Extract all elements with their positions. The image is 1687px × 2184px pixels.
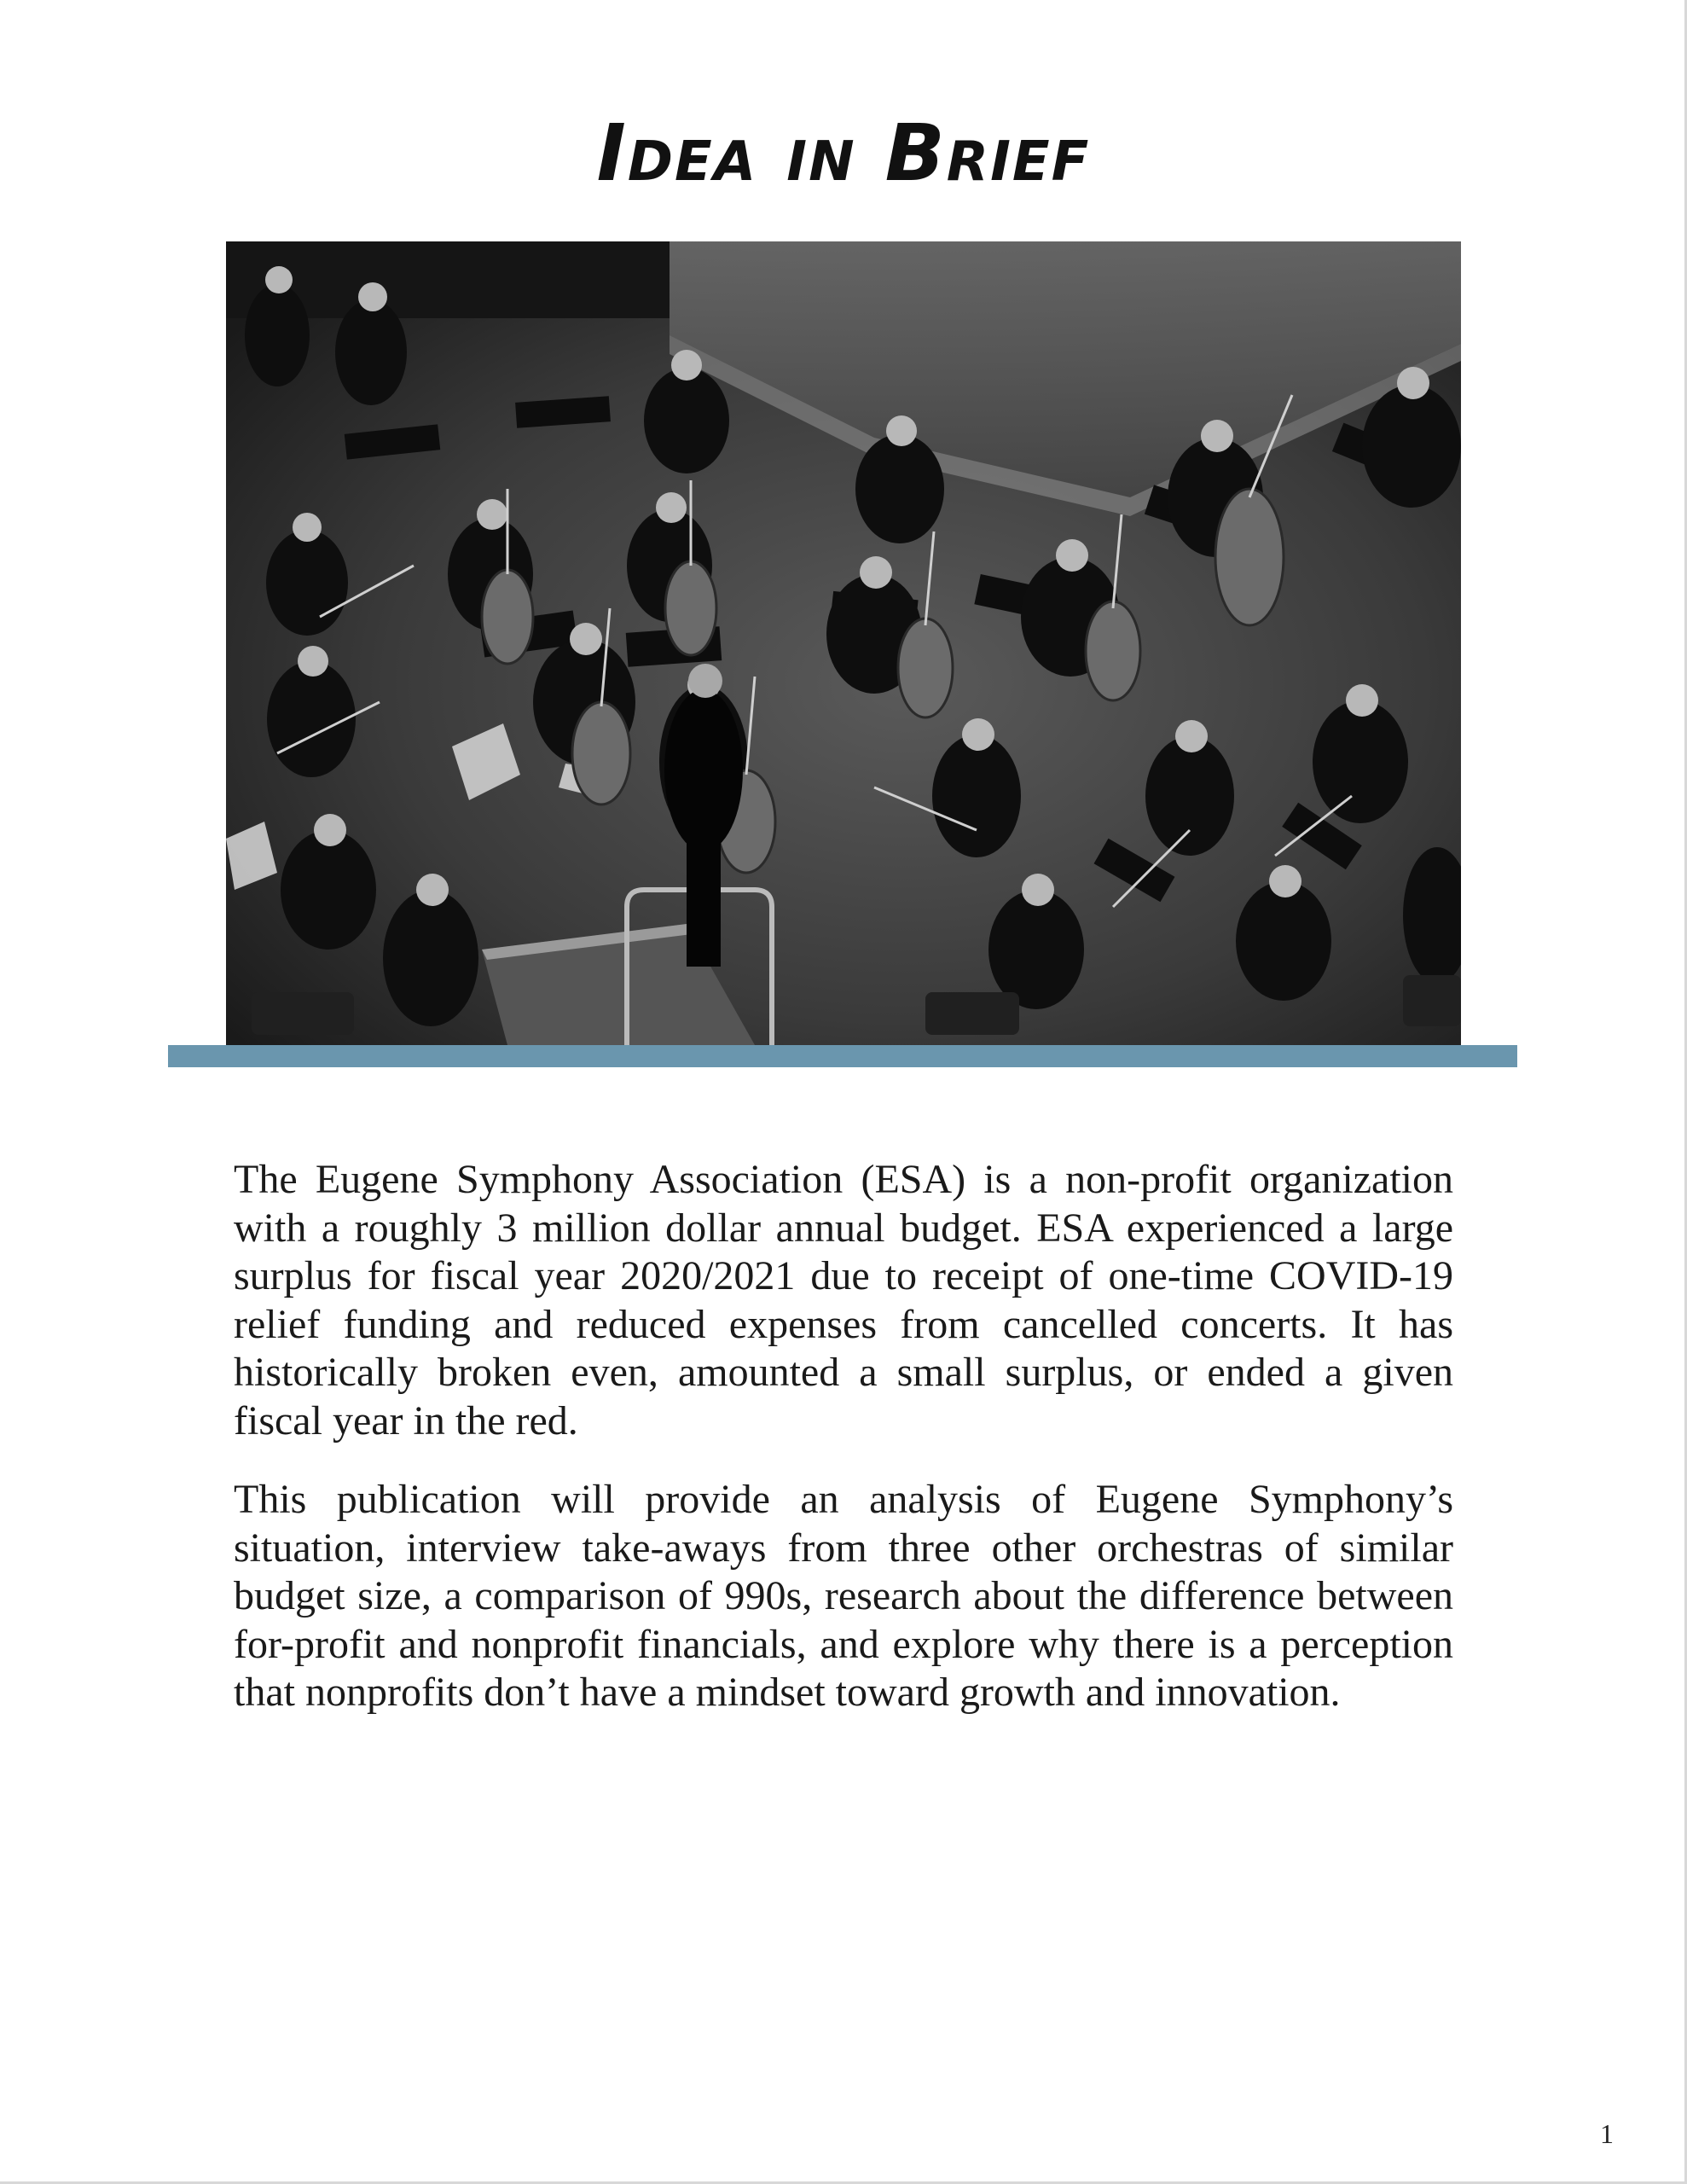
accent-bar xyxy=(168,1045,1517,1067)
paragraph-scope: This publication will provide an analysis of Eugene Symphony’s situation, interview take-aways from three other orchestras of similar budget size, a comparison of 990s, research about the difference between for-profit and nonprofit financials, and explore why there is a perception that nonprofits don’t have a mindset toward growth and innovation. xyxy=(234,1477,1453,1715)
body-text xyxy=(234,1156,1453,1748)
paragraph-intro: The Eugene Symphony Association (ESA) is a non-profit organization with a roughly 3 million dollar annual budget. ESA experienced a large surplus for fiscal year 2020/2021 due to receipt of one-time COVID-19 relief funding and reduced expenses from cancelled concerts. It has historically broken even, amounted a small surplus, or ended a given fiscal year in the red. xyxy=(234,1157,1453,1443)
page-title: Idea in Brief xyxy=(596,107,1091,199)
page-number: 1 xyxy=(1600,2118,1614,2149)
orchestra-photo xyxy=(226,241,1461,1045)
